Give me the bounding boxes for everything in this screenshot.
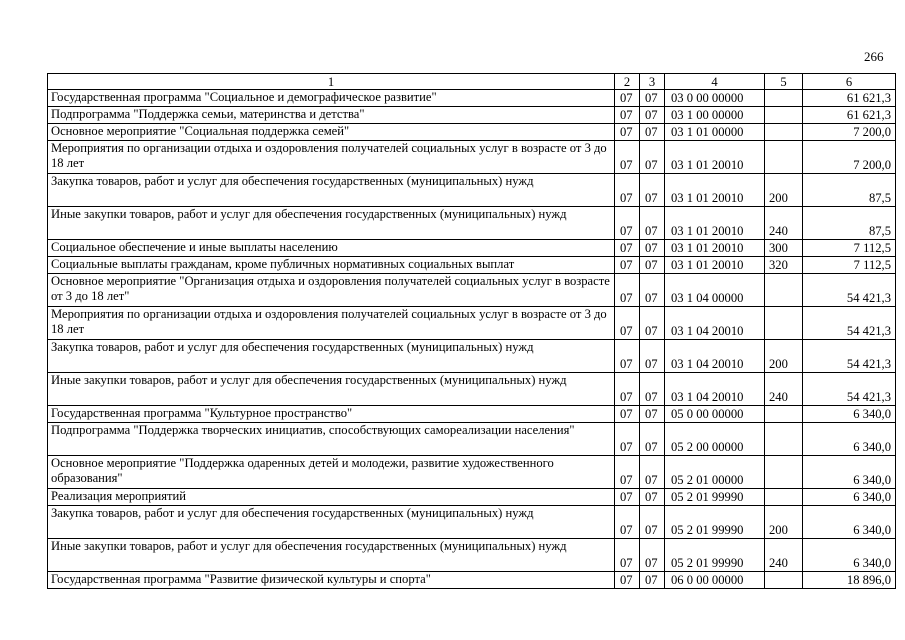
row-section-cell: 07 [615, 274, 640, 307]
row-name-cell: Подпрограмма "Поддержка семьи, материнства и детства" [48, 107, 615, 124]
row-amount-cell: 87,5 [803, 207, 896, 240]
row-name-cell: Закупка товаров, работ и услуг для обеспечения государственных (муниципальных) нужд [48, 340, 615, 373]
row-subsection-cell: 07 [640, 340, 665, 373]
row-expense-type-cell [765, 141, 803, 174]
table-row [48, 423, 896, 456]
row-subsection-cell: 07 [640, 207, 665, 240]
row-amount-cell: 87,5 [803, 174, 896, 207]
row-section-cell: 07 [615, 572, 640, 589]
row-name-cell: Государственная программа "Развитие физической культуры и спорта" [48, 572, 615, 589]
row-target-article-cell: 05 2 01 99990 [665, 489, 765, 506]
row-section-cell: 07 [615, 406, 640, 423]
row-name-cell: Подпрограмма "Поддержка творческих инициатив, способствующих самореализации населения" [48, 423, 615, 456]
table-row [48, 274, 896, 307]
table-header-row [48, 74, 896, 90]
table-row [48, 240, 896, 257]
row-amount-cell: 54 421,3 [803, 274, 896, 307]
row-name-cell: Реализация мероприятий [48, 489, 615, 506]
row-amount-cell: 61 621,3 [803, 107, 896, 124]
row-target-article-cell: 03 1 04 20010 [665, 340, 765, 373]
row-name-cell: Основное мероприятие "Организация отдыха и оздоровления получателей социальных услуг в возрасте от 3 до 18 лет" [48, 274, 615, 307]
row-subsection-cell: 07 [640, 90, 665, 107]
row-expense-type-cell: 240 [765, 539, 803, 572]
table-row [48, 539, 896, 572]
row-expense-type-cell: 240 [765, 373, 803, 406]
header-col-5: 5 [765, 74, 803, 90]
row-expense-type-cell [765, 489, 803, 506]
row-target-article-cell: 03 1 01 20010 [665, 141, 765, 174]
row-subsection-cell: 07 [640, 124, 665, 141]
row-name-cell: Государственная программа "Культурное пространство" [48, 406, 615, 423]
table-row [48, 456, 896, 489]
row-section-cell: 07 [615, 124, 640, 141]
row-section-cell: 07 [615, 207, 640, 240]
row-name-cell: Государственная программа "Социальное и демографическое развитие" [48, 90, 615, 107]
row-subsection-cell: 07 [640, 240, 665, 257]
table-row [48, 90, 896, 107]
row-name-cell: Закупка товаров, работ и услуг для обеспечения государственных (муниципальных) нужд [48, 174, 615, 207]
row-amount-cell: 6 340,0 [803, 506, 896, 539]
row-target-article-cell: 05 0 00 00000 [665, 406, 765, 423]
row-expense-type-cell: 200 [765, 174, 803, 207]
row-name-cell: Мероприятия по организации отдыха и оздоровления получателей социальных услуг в возрасте от 3 до 18 лет [48, 307, 615, 340]
row-name-cell: Социальные выплаты гражданам, кроме публичных нормативных социальных выплат [48, 257, 615, 274]
row-amount-cell: 6 340,0 [803, 406, 896, 423]
row-target-article-cell: 03 1 00 00000 [665, 107, 765, 124]
row-expense-type-cell: 300 [765, 240, 803, 257]
header-col-1: 1 [48, 74, 615, 90]
budget-table-body [48, 74, 896, 589]
row-expense-type-cell: 200 [765, 506, 803, 539]
row-name-cell: Социальное обеспечение и иные выплаты населению [48, 240, 615, 257]
row-section-cell: 07 [615, 423, 640, 456]
row-section-cell: 07 [615, 257, 640, 274]
table-row [48, 572, 896, 589]
row-subsection-cell: 07 [640, 257, 665, 274]
row-subsection-cell: 07 [640, 572, 665, 589]
row-subsection-cell: 07 [640, 539, 665, 572]
row-amount-cell: 7 200,0 [803, 141, 896, 174]
row-section-cell: 07 [615, 539, 640, 572]
table-row [48, 257, 896, 274]
row-amount-cell: 7 112,5 [803, 240, 896, 257]
row-target-article-cell: 03 1 04 20010 [665, 373, 765, 406]
row-expense-type-cell [765, 274, 803, 307]
row-target-article-cell: 03 1 01 20010 [665, 257, 765, 274]
row-expense-type-cell: 240 [765, 207, 803, 240]
table-row [48, 124, 896, 141]
row-subsection-cell: 07 [640, 406, 665, 423]
header-col-6: 6 [803, 74, 896, 90]
row-expense-type-cell: 320 [765, 257, 803, 274]
row-section-cell: 07 [615, 240, 640, 257]
row-amount-cell: 61 621,3 [803, 90, 896, 107]
table-row [48, 107, 896, 124]
row-subsection-cell: 07 [640, 174, 665, 207]
row-section-cell: 07 [615, 489, 640, 506]
table-row [48, 406, 896, 423]
row-amount-cell: 54 421,3 [803, 340, 896, 373]
table-row [48, 174, 896, 207]
row-subsection-cell: 07 [640, 506, 665, 539]
row-target-article-cell: 03 1 01 20010 [665, 207, 765, 240]
row-subsection-cell: 07 [640, 307, 665, 340]
row-expense-type-cell [765, 124, 803, 141]
row-amount-cell: 54 421,3 [803, 307, 896, 340]
header-col-3: 3 [640, 74, 665, 90]
table-row [48, 207, 896, 240]
row-target-article-cell: 06 0 00 00000 [665, 572, 765, 589]
row-target-article-cell: 03 1 01 20010 [665, 240, 765, 257]
row-target-article-cell: 05 2 01 00000 [665, 456, 765, 489]
row-expense-type-cell [765, 456, 803, 489]
table-row [48, 307, 896, 340]
row-name-cell: Иные закупки товаров, работ и услуг для обеспечения государственных (муниципальных) нужд [48, 373, 615, 406]
budget-table [47, 73, 896, 589]
row-subsection-cell: 07 [640, 423, 665, 456]
row-expense-type-cell [765, 423, 803, 456]
table-row [48, 489, 896, 506]
row-target-article-cell: 05 2 01 99990 [665, 539, 765, 572]
row-section-cell: 07 [615, 141, 640, 174]
table-row [48, 141, 896, 174]
row-amount-cell: 6 340,0 [803, 489, 896, 506]
row-expense-type-cell [765, 406, 803, 423]
row-expense-type-cell [765, 90, 803, 107]
row-amount-cell: 7 200,0 [803, 124, 896, 141]
row-target-article-cell: 03 1 04 20010 [665, 307, 765, 340]
row-section-cell: 07 [615, 307, 640, 340]
row-target-article-cell: 03 1 01 00000 [665, 124, 765, 141]
row-subsection-cell: 07 [640, 373, 665, 406]
row-name-cell: Основное мероприятие "Поддержка одаренных детей и молодежи, развитие художественного образования" [48, 456, 615, 489]
row-section-cell: 07 [615, 90, 640, 107]
row-amount-cell: 18 896,0 [803, 572, 896, 589]
row-section-cell: 07 [615, 340, 640, 373]
row-name-cell: Мероприятия по организации отдыха и оздоровления получателей социальных услуг в возрасте от 3 до 18 лет [48, 141, 615, 174]
row-section-cell: 07 [615, 456, 640, 489]
row-name-cell: Иные закупки товаров, работ и услуг для обеспечения государственных (муниципальных) нужд [48, 207, 615, 240]
row-target-article-cell: 05 2 01 99990 [665, 506, 765, 539]
row-subsection-cell: 07 [640, 456, 665, 489]
row-amount-cell: 6 340,0 [803, 456, 896, 489]
row-section-cell: 07 [615, 107, 640, 124]
row-target-article-cell: 03 1 01 20010 [665, 174, 765, 207]
row-subsection-cell: 07 [640, 141, 665, 174]
row-amount-cell: 7 112,5 [803, 257, 896, 274]
table-row [48, 373, 896, 406]
row-amount-cell: 6 340,0 [803, 539, 896, 572]
row-target-article-cell: 03 1 04 00000 [665, 274, 765, 307]
row-subsection-cell: 07 [640, 489, 665, 506]
page-number: 266 [864, 49, 884, 64]
row-section-cell: 07 [615, 373, 640, 406]
table-row [48, 340, 896, 373]
table-row [48, 506, 896, 539]
row-name-cell: Закупка товаров, работ и услуг для обеспечения государственных (муниципальных) нужд [48, 506, 615, 539]
row-subsection-cell: 07 [640, 274, 665, 307]
row-expense-type-cell: 200 [765, 340, 803, 373]
row-section-cell: 07 [615, 174, 640, 207]
row-name-cell: Основное мероприятие "Социальная поддержка семей" [48, 124, 615, 141]
row-target-article-cell: 03 0 00 00000 [665, 90, 765, 107]
header-col-4: 4 [665, 74, 765, 90]
row-subsection-cell: 07 [640, 107, 665, 124]
row-expense-type-cell [765, 107, 803, 124]
row-name-cell: Иные закупки товаров, работ и услуг для обеспечения государственных (муниципальных) нужд [48, 539, 615, 572]
row-target-article-cell: 05 2 00 00000 [665, 423, 765, 456]
row-amount-cell: 54 421,3 [803, 373, 896, 406]
header-col-2: 2 [615, 74, 640, 90]
row-amount-cell: 6 340,0 [803, 423, 896, 456]
row-section-cell: 07 [615, 506, 640, 539]
row-expense-type-cell [765, 572, 803, 589]
row-expense-type-cell [765, 307, 803, 340]
